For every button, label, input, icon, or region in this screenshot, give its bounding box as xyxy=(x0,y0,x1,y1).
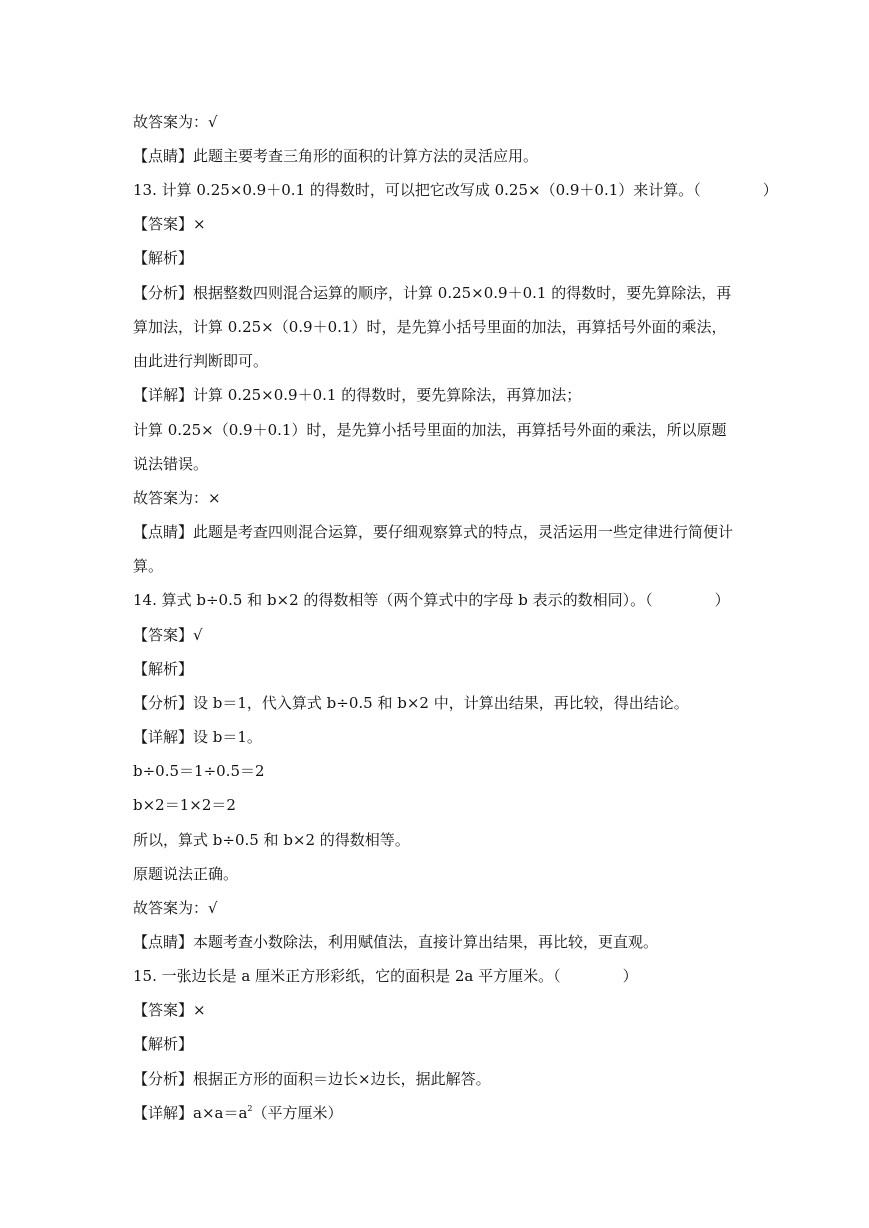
q14-answer-line: 故答案为：√ xyxy=(133,899,218,917)
q14-analysis-label: 【解析】 xyxy=(133,660,194,678)
q13-answer: 【答案】× xyxy=(133,215,206,233)
q13-detail-line-3: 说法错误。 xyxy=(133,455,209,473)
q14-detail-line-4: 所以，算式 b÷0.5 和 b×2 的得数相等。 xyxy=(133,831,410,849)
q13-question xyxy=(133,180,778,200)
q13-comment-line-2: 算。 xyxy=(133,557,164,575)
q13-answer-line: 故答案为：× xyxy=(133,489,221,507)
q13-analysis-line-2: 算加法，计算 0.25×（0.9＋0.1）时，是先算小括号里面的加法，再算括号外面的乘法， xyxy=(133,318,727,336)
q14-question-close: ） xyxy=(714,591,730,609)
q15-detail-exponent: 2 xyxy=(247,1104,253,1113)
q12-answer-line: 故答案为：√ xyxy=(133,113,218,131)
q14-detail-line-1: 【详解】设 b＝1。 xyxy=(133,728,262,746)
q15-question xyxy=(133,966,753,986)
q14-detail-line-5: 原题说法正确。 xyxy=(133,865,239,883)
q14-detail-line-2: b÷0.5＝1÷0.5＝2 xyxy=(133,762,265,780)
q13-comment-line-1: 【点睛】此题是考查四则混合运算，要仔细观察算式的特点，灵活运用一些定律进行简便计 xyxy=(133,523,734,541)
q15-answer: 【答案】× xyxy=(133,1001,206,1019)
q14-detail-line-3: b×2＝1×2＝2 xyxy=(133,796,236,814)
q15-analysis-label: 【解析】 xyxy=(133,1035,194,1053)
q15-question-close: ） xyxy=(622,967,638,985)
q13-analysis-line-3: 由此进行判断即可。 xyxy=(133,352,269,370)
q14-question xyxy=(133,590,753,610)
q15-analysis: 【分析】根据正方形的面积＝边长×边长，据此解答。 xyxy=(133,1070,491,1088)
q13-analysis-label: 【解析】 xyxy=(133,249,194,267)
q14-comment: 【点睛】本题考查小数除法，利用赋值法，直接计算出结果，再比较，更直观。 xyxy=(133,933,659,951)
q15-detail xyxy=(133,1103,753,1123)
q14-answer: 【答案】√ xyxy=(133,626,203,644)
q13-question-text: 13. 计算 0.25×0.9＋0.1 的得数时，可以把它改写成 0.25×（0.9＋0.1）来计算。（ xyxy=(133,181,701,199)
q14-analysis: 【分析】设 b＝1，代入算式 b÷0.5 和 b×2 中，计算出结果，再比较，得出结论。 xyxy=(133,694,689,712)
q12-comment: 【点睛】此题主要考查三角形的面积的计算方法的灵活应用。 xyxy=(133,147,539,165)
q15-detail-text: 【详解】a×a＝a xyxy=(133,1104,248,1122)
q14-question-text: 14. 算式 b÷0.5 和 b×2 的得数相等（两个算式中的字母 b 表示的数相同）。（ xyxy=(133,591,653,609)
q13-analysis-line-1: 【分析】根据整数四则混合运算的顺序，计算 0.25×0.9＋0.1 的得数时，要先算除法，再 xyxy=(133,284,732,302)
q13-question-close: ） xyxy=(762,181,778,199)
q13-detail-line-2: 计算 0.25×（0.9＋0.1）时，是先算小括号里面的加法，再算括号外面的乘法，所以原题 xyxy=(133,421,727,439)
q13-detail-line-1: 【详解】计算 0.25×0.9＋0.1 的得数时，要先算除法，再算加法； xyxy=(133,386,582,404)
q15-detail-unit: （平方厘米） xyxy=(252,1104,343,1122)
q15-question-text: 15. 一张边长是 a 厘米正方形彩纸，它的面积是 2a 平方厘米。（ xyxy=(133,967,561,985)
